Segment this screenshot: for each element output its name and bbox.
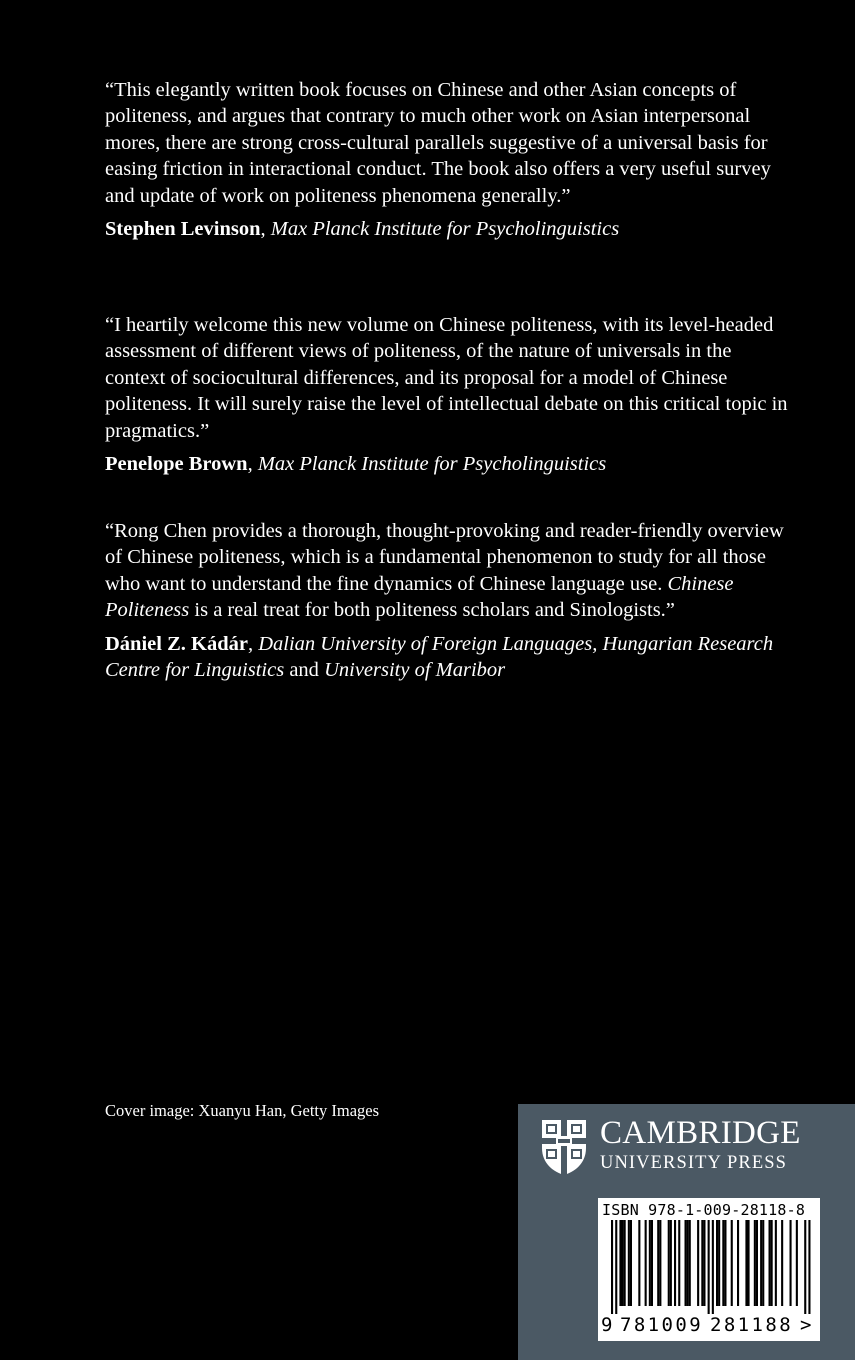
barcode-bar [804,1220,806,1314]
barcode-bar [670,1220,672,1306]
publisher-line-1: CAMBRIDGE [600,1115,801,1151]
endorser-affiliation: University of Maribor [324,659,506,682]
barcode-bar [638,1220,640,1306]
barcode-bars [598,1220,820,1314]
barcode-bar [708,1220,710,1314]
endorsement-1 [105,77,795,242]
barcode-bar [689,1220,691,1306]
barcode-bar [745,1220,747,1306]
barcode-bar [645,1220,647,1306]
barcode-bar [718,1220,720,1306]
barcode-bar [628,1220,630,1306]
endorsement-quote [105,518,795,624]
endorser-affiliation: Max Planck Institute for Psycholinguistics [270,218,620,241]
barcode-bar [748,1220,750,1306]
barcode-bar [624,1220,626,1306]
barcode-bar [668,1220,670,1306]
barcode-bar [630,1220,632,1306]
barcode-bar [678,1220,680,1306]
endorsement-attribution: Stephen Levinson, Max Planck Institute for Psycholinguistics [105,218,620,241]
barcode-bar [697,1220,699,1306]
barcode-bar [619,1220,621,1306]
barcode-bar [769,1220,771,1306]
barcode-bar [703,1220,705,1306]
publisher-line-2: UNIVERSITY PRESS [600,1153,788,1173]
endorser-name: Dániel Z. Kádár [105,632,248,655]
affiliation-joiner: and [284,659,325,682]
barcode-bar [649,1220,651,1306]
barcode-bar [790,1220,792,1306]
barcode-right-digits: 281188 [710,1314,794,1336]
barcode-bar [781,1220,783,1306]
endorsement-quote: “This elegantly written book focuses on Chinese and other Asian concepts of politeness, and argues that contrary to much other work on Asian interpersonal mores, there are strong cross-cultural parallels suggestive of a universal basis for easing friction in interactional conduct. The book also offers a very useful survey and update of work on politeness phenomena generally.” [105,79,771,207]
barcode-bar [775,1220,777,1306]
endorsement-attribution: Dániel Z. Kádár, Dalian University of Foreign Languages, Hungarian Research Centre for Linguistics and University of Maribor [105,632,774,682]
publisher-panel [518,1104,855,1360]
barcode-bar [771,1220,773,1306]
quote-text: is a real treat for both politeness scholars and Sinologists.” [189,599,675,622]
barcode-bar [615,1220,617,1314]
barcode-bar [796,1220,798,1306]
endorsement-2 [105,312,795,477]
isbn-text: ISBN 978-1-009-28118-8 [602,1201,806,1219]
publisher-name [600,1117,840,1173]
endorsement-3 [105,518,795,683]
barcode-bar [659,1220,661,1306]
barcode-bar [754,1220,756,1306]
barcode-bar [701,1220,703,1306]
barcode-bar [687,1220,689,1306]
barcode-bar [622,1220,624,1306]
barcode-bar [716,1220,718,1306]
barcode-bar [808,1220,810,1314]
book-title: Chinese Politeness [105,572,734,622]
barcode-bar [674,1220,676,1306]
barcode-bar [611,1220,613,1314]
barcode-bar [762,1220,764,1306]
endorser-affiliation: Dalian University of Foreign Languages, Hungarian Research Centre for Linguistics [105,632,774,682]
cover-image-credit: Cover image: Xuanyu Han, Getty Images [105,1101,380,1120]
endorser-name: Penelope Brown [105,453,248,476]
barcode-bar [651,1220,653,1306]
barcode-bar [722,1220,724,1306]
quote-text: “Rong Chen provides a thorough, thought-provoking and reader-friendly overview of Chinese politeness, which is a fundamental phenomenon to study for all those who want to understand the fine dynamics of Chinese language use. [105,520,784,595]
barcode-bar [760,1220,762,1306]
barcode-bar [737,1220,739,1306]
barcode-bar [724,1220,726,1306]
isbn-barcode [598,1198,820,1341]
barcode-quiet-zone-marker: > [800,1314,812,1336]
barcode-bar [657,1220,659,1306]
barcode-bar [756,1220,758,1306]
endorsement-attribution: Penelope Brown, Max Planck Institute for Psycholinguistics [105,453,607,476]
barcode-lead-digit: 9 [601,1314,613,1336]
endorsement-quote: “I heartily welcome this new volume on Chinese politeness, with its level-headed assessment of different views of politeness, of the nature of universals in the context of sociocultural differences, and its proposal for a model of Chinese politeness. It will surely raise the level of intellectual debate on this critical topic in pragmatics.” [105,314,788,442]
cambridge-shield-icon [540,1118,588,1176]
endorser-affiliation: Max Planck Institute for Psycholinguistics [257,453,607,476]
barcode-bar [731,1220,733,1306]
barcode-bar [685,1220,687,1306]
barcode-left-digits: 781009 [620,1314,704,1336]
endorser-name: Stephen Levinson [105,218,261,241]
barcode-bar [712,1220,714,1314]
